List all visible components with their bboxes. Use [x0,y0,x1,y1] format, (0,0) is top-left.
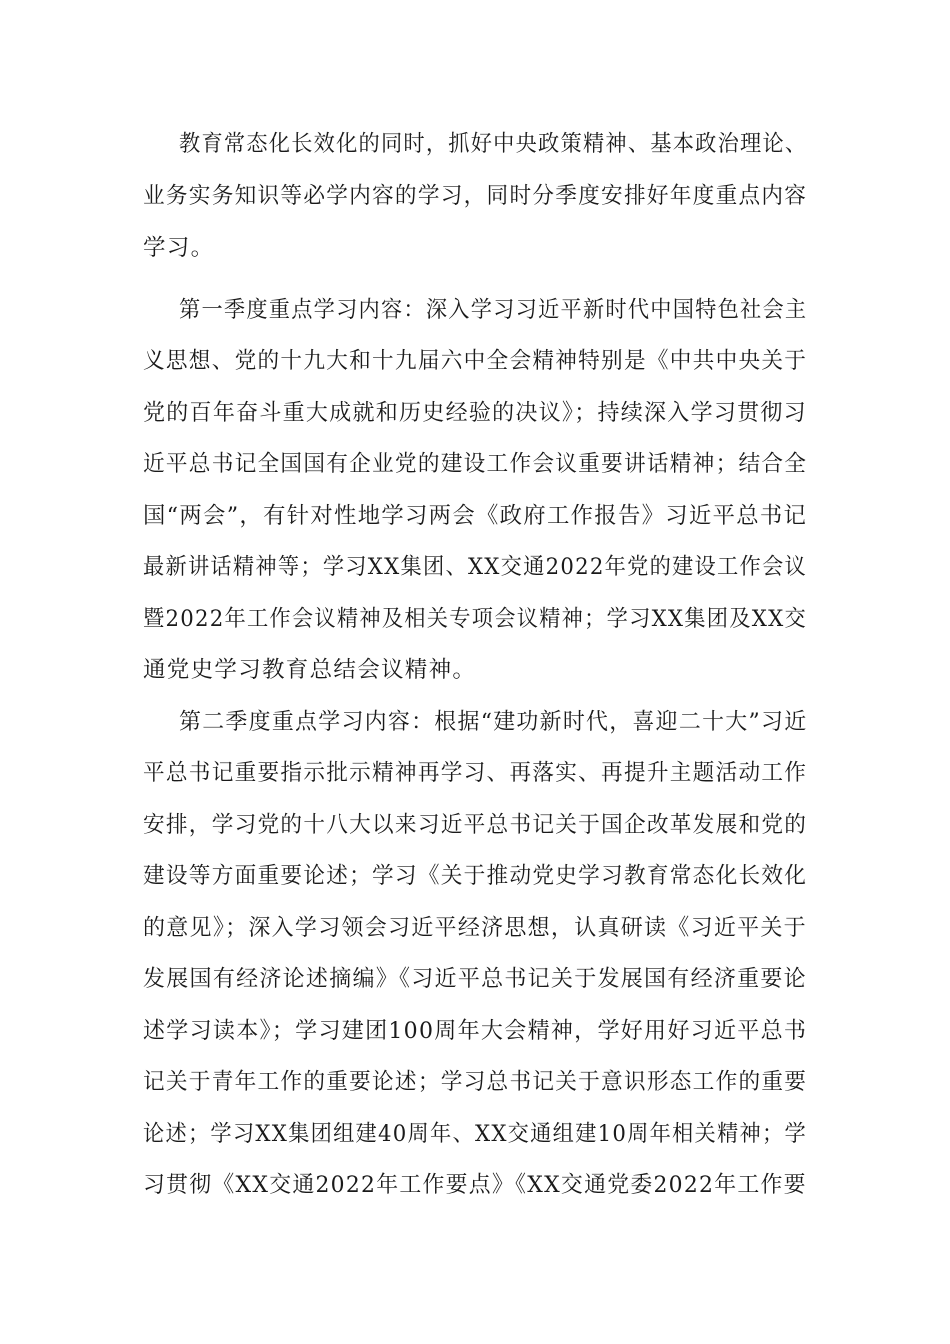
text-line: 述学习读本》；学习建团100周年大会精神，学好用好习近平总书 [143,1018,808,1044]
text-line: 党的百年奋斗重大成就和历史经验的决议》；持续深入学习贯彻习 [143,400,807,426]
text-line: 安排，学习党的十八大以来习近平总书记关于国企改革发展和党的 [143,812,808,838]
text-line: 近平总书记全国国有企业党的建设工作会议重要讲话精神；结合全 [143,451,808,477]
text-line: 义思想、党的十九大和十九届六中全会精神特别是《中共中央关于 [143,348,808,374]
text-line: 发展国有经济论述摘编》《习近平总书记关于发展国有经济重要论 [143,966,807,992]
text-line: 通党史学习教育总结会议精神。 [143,657,477,683]
text-line: 最新讲话精神等；学习XX集团、XX交通2022年党的建设工作会议 [143,554,807,580]
text-line: 的意见》；深入学习领会习近平经济思想，认真研读《习近平关于 [143,915,807,941]
text-line: 国“两会”，有针对性地学习两会《政府工作报告》习近平总书记 [143,503,808,529]
text-line: 第一季度重点学习内容：深入学习习近平新时代中国特色社会主 [179,297,808,323]
text-line: 业务实务知识等必学内容的学习，同时分季度安排好年度重点内容 [143,183,808,209]
text-line: 学习。 [143,235,215,261]
text-line: 论述；学习XX集团组建40周年、XX交通组建10周年相关精神；学 [143,1121,807,1147]
text-line: 暨2022年工作会议精神及相关专项会议精神；学习XX集团及XX交 [143,606,807,632]
text-line: 建设等方面重要论述；学习《关于推动党史学习教育常态化长效化 [143,863,808,889]
text-line: 第二季度重点学习内容：根据“建功新时代，喜迎二十大”习近 [179,709,808,735]
text-line: 习贯彻《XX交通2022年工作要点》《XX交通党委2022年工作要 [143,1172,807,1198]
text-line: 记关于青年工作的重要论述；学习总书记关于意识形态工作的重要 [143,1069,808,1095]
text-line: 教育常态化长效化的同时，抓好中央政策精神、基本政治理论、 [179,131,808,157]
text-line: 平总书记重要指示批示精神再学习、再落实、再提升主题活动工作 [143,760,808,786]
